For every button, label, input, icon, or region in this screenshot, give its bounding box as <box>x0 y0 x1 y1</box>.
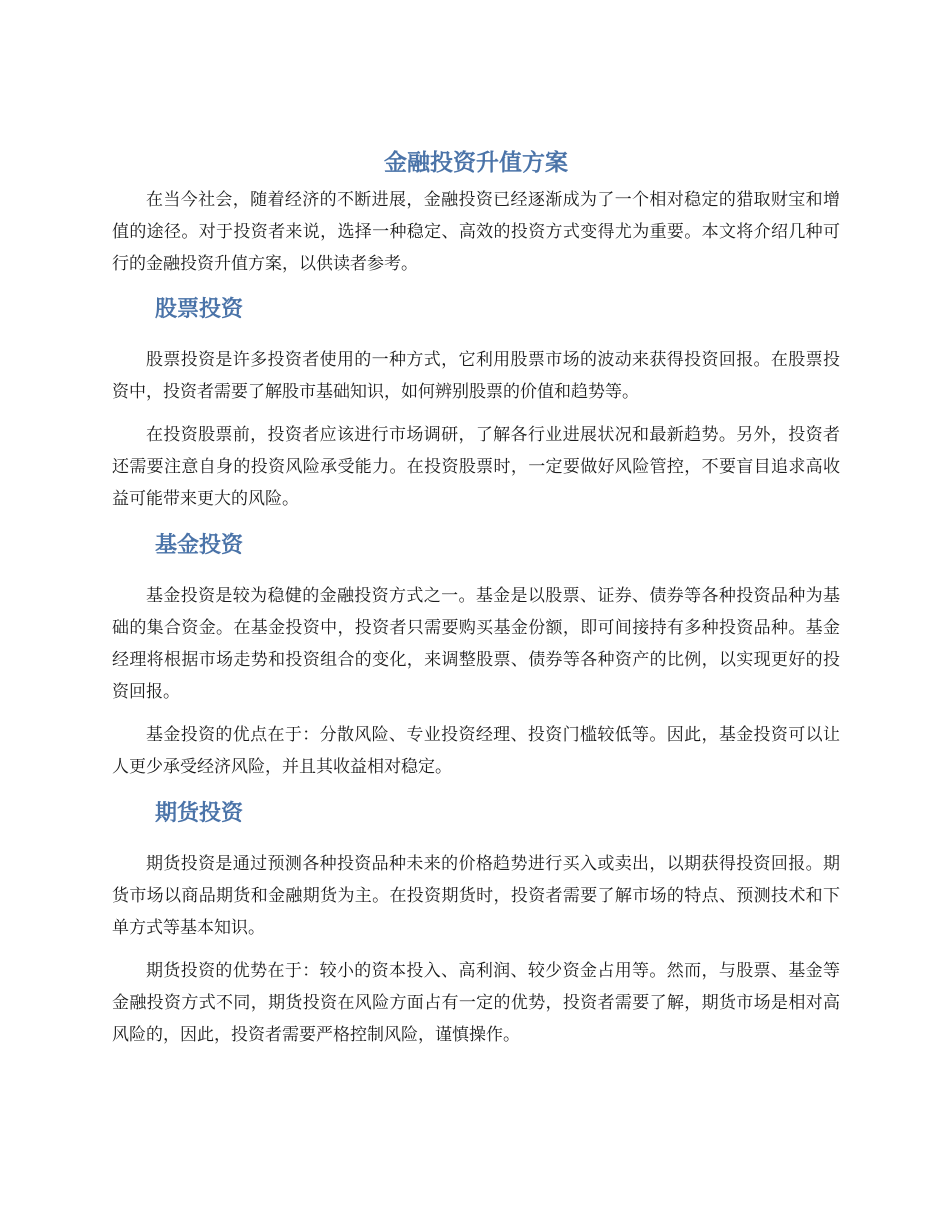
section-paragraph: 在投资股票前，投资者应该进行市场调研，了解各行业进展状况和最新趋势。另外，投资者还需要注意自身的投资风险承受能力。在投资股票时，一定要做好风险管控，不要盲目追求高收益可能带来更大的风险。 <box>112 425 840 509</box>
document-page <box>112 146 840 1051</box>
section-heading: 股票投资 <box>155 297 244 322</box>
section-futures-investment <box>112 794 840 1051</box>
section-paragraph: 基金投资的优点在于：分散风险、专业投资经理、投资门槛较低等。因此，基金投资可以让人更少承受经济风险，并且其收益相对稳定。 <box>112 725 840 777</box>
section-paragraph: 期货投资是通过预测各种投资品种未来的价格趋势进行买入或卖出，以期获得投资回报。期货市场以商品期货和金融期货为主。在投资期货时，投资者需要了解市场的特点、预测技术和下单方式等基本知识。 <box>112 854 840 938</box>
section-paragraph: 股票投资是许多投资者使用的一种方式，它利用股票市场的波动来获得投资回报。在股票投资中，投资者需要了解股市基础知识，如何辨别股票的价值和趋势等。 <box>112 350 840 402</box>
section-heading: 期货投资 <box>155 801 244 826</box>
section-heading: 基金投资 <box>155 533 244 558</box>
section-paragraph: 基金投资是较为稳健的金融投资方式之一。基金是以股票、证券、债券等各种投资品种为基础的集合资金。在基金投资中，投资者只需要购买基金份额，即可间接持有多种投资品种。基金经理将根据市场走势和投资组合的变化，来调整股票、债券等各种资产的比例，以实现更好的投资回报。 <box>112 586 840 702</box>
document-title: 金融投资升值方案 <box>384 150 568 176</box>
intro-paragraph: 在当今社会，随着经济的不断进展，金融投资已经逐渐成为了一个相对稳定的猎取财宝和增值的途径。对于投资者来说，选择一种稳定、高效的投资方式变得尤为重要。本文将介绍几种可行的金融投资升值方案，以供读者参考。 <box>112 190 840 274</box>
section-stock-investment <box>112 290 840 515</box>
section-paragraph: 期货投资的优势在于：较小的资本投入、高利润、较少资金占用等。然而，与股票、基金等金融投资方式不同，期货投资在风险方面占有一定的优势，投资者需要了解，期货市场是相对高风险的，因此，投资者需要严格控制风险，谨慎操作。 <box>112 961 840 1045</box>
section-fund-investment <box>112 526 840 783</box>
